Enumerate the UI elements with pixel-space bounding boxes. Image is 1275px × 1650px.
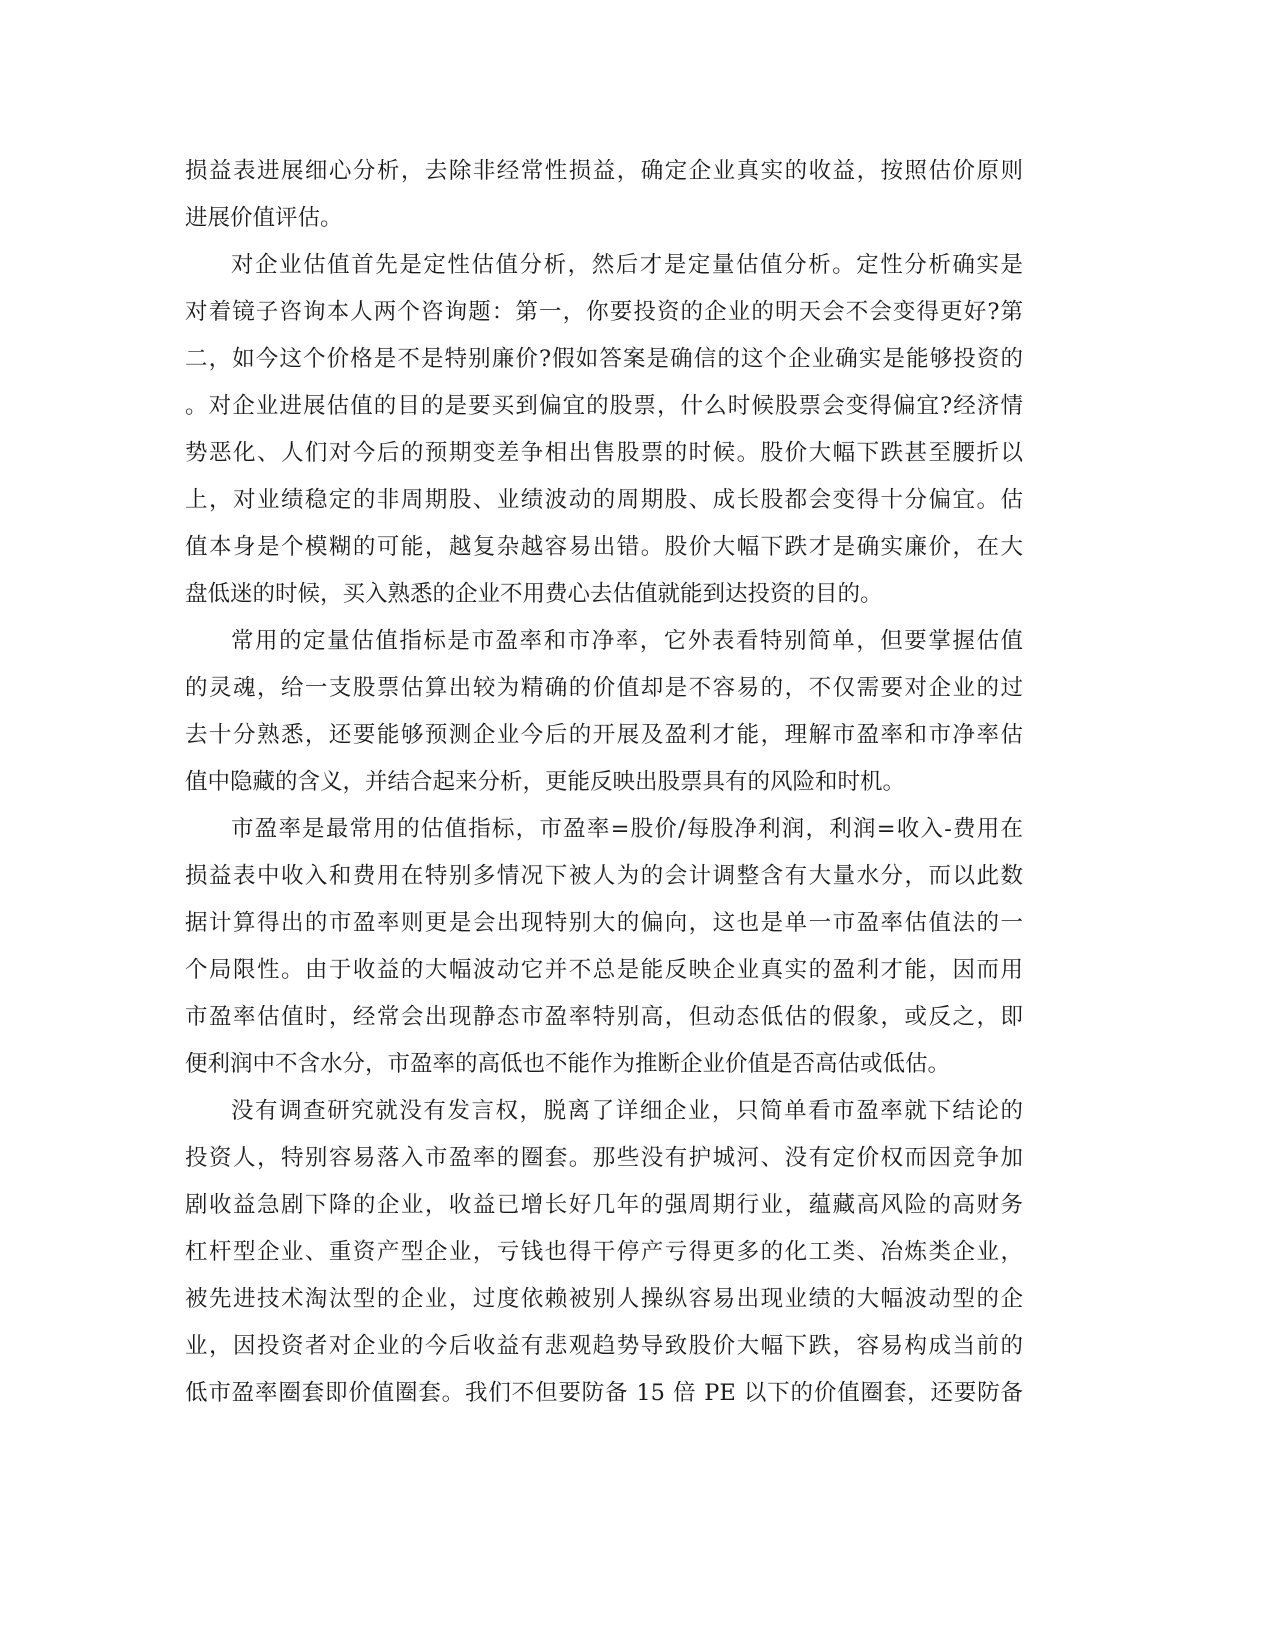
text-line: 个局限性。由于收益的大幅波动它并不总是能反映企业真实的盈利才能，因而用 <box>185 957 1023 983</box>
text-line: 势恶化、人们对今后的预期变差争相出售股票的时候。股价大幅下跌甚至腰折以 <box>185 440 1023 466</box>
paragraph-5 <box>185 1088 1023 1417</box>
text-line: 市盈率是最常用的估值指标，市盈率=股价/每股净利润，利润=收入-费用在 <box>231 816 1023 842</box>
text-line: 常用的定量估值指标是市盈率和市净率，它外表看特别简单，但要掌握估值 <box>231 628 1023 654</box>
paragraph-1 <box>185 148 1023 242</box>
text-line: 剧收益急剧下降的企业，收益已增长好几年的强周期行业，蕴藏高风险的高财务 <box>185 1192 1023 1218</box>
text-line: 杠杆型企业、重资产型企业，亏钱也得干停产亏得更多的化工类、冶炼类企业， <box>185 1239 1023 1265</box>
text-line: 二，如今这个价格是不是特别廉价?假如答案是确信的这个企业确实是能够投资的 <box>185 346 1023 372</box>
text-line: 值本身是个模糊的可能，越复杂越容易出错。股价大幅下跌才是确实廉价，在大 <box>185 534 1023 560</box>
document-body <box>185 148 1023 1417</box>
text-line: 进展价值评估。 <box>185 205 343 231</box>
text-line: 低市盈率圈套即价值圈套。我们不但要防备 15 倍 PE 以下的价值圈套，还要防备 <box>185 1380 1023 1406</box>
text-line: 投资人，特别容易落入市盈率的圈套。那些没有护城河、没有定价权而因竞争加 <box>185 1145 1023 1171</box>
paragraph-2 <box>185 242 1023 618</box>
paragraph-4 <box>185 806 1023 1088</box>
text-line: 上，对业绩稳定的非周期股、业绩波动的周期股、成长股都会变得十分偏宜。估 <box>185 487 1023 513</box>
text-line: 没有调查研究就没有发言权，脱离了详细企业，只简单看市盈率就下结论的 <box>231 1098 1023 1124</box>
text-line: 损益表进展细心分析，去除非经常性损益，确定企业真实的收益，按照估价原则 <box>185 158 1023 184</box>
text-line: 据计算得出的市盈率则更是会出现特别大的偏向，这也是单一市盈率估值法的一 <box>185 910 1023 936</box>
paragraph-3 <box>185 618 1023 806</box>
text-line: 的灵魂，给一支股票估算出较为精确的价值却是不容易的，不仅需要对企业的过 <box>185 675 1023 701</box>
text-line: 盘低迷的时候，买入熟悉的企业不用费心去估值就能到达投资的目的。 <box>185 581 883 607</box>
text-line: 市盈率估值时，经常会出现静态市盈率特别高，但动态低估的假象，或反之，即 <box>185 1004 1023 1030</box>
text-line: 损益表中收入和费用在特别多情况下被人为的会计调整含有大量水分，而以此数 <box>185 863 1023 889</box>
text-line: 对着镜子咨询本人两个咨询题：第一，你要投资的企业的明天会不会变得更好?第 <box>185 299 1023 325</box>
text-line: 便利润中不含水分，市盈率的高低也不能作为推断企业价值是否高估或低估。 <box>185 1051 951 1077</box>
text-line: 对企业估值首先是定性估值分析，然后才是定量估值分析。定性分析确实是 <box>231 252 1023 278</box>
text-line: 被先进技术淘汰型的企业，过度依赖被别人操纵容易出现业绩的大幅波动型的企 <box>185 1286 1023 1312</box>
text-line: 值中隐藏的含义，并结合起来分析，更能反映出股票具有的风险和时机。 <box>185 769 906 795</box>
text-line: 业，因投资者对企业的今后收益有悲观趋势导致股价大幅下跌，容易构成当前的 <box>185 1333 1023 1359</box>
text-line: 。对企业进展估值的目的是要买到偏宜的股票，什么时候股票会变得偏宜?经济情 <box>185 393 1023 419</box>
text-line: 去十分熟悉，还要能够预测企业今后的开展及盈利才能，理解市盈率和市净率估 <box>185 722 1023 748</box>
